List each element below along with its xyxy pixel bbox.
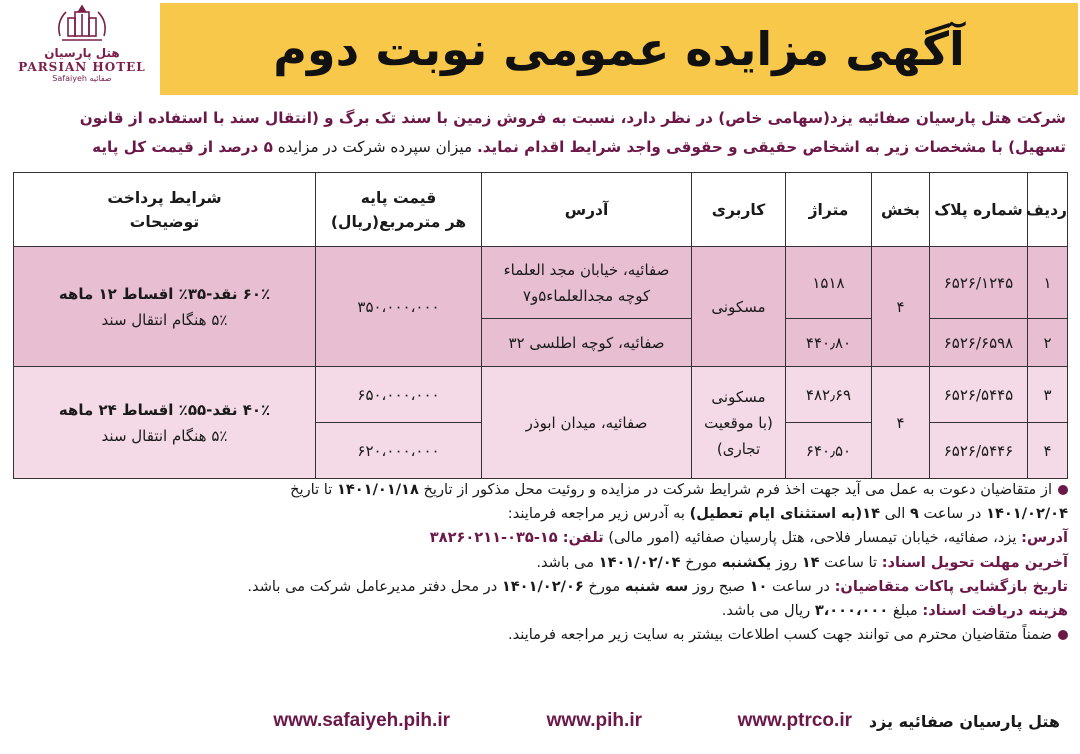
terms-months-label: ماهه (58, 400, 99, 419)
logo-english-text: PARSIAN HOTEL (18, 60, 146, 74)
link-ptrco[interactable]: www.ptrco.ir (737, 710, 852, 731)
cell-address-line-1: صفائیه، خیابان مجد العلماء (503, 260, 670, 279)
fee-label: هزینه دریافت اسناد: (922, 602, 1068, 620)
note-hours-b: الی (880, 505, 910, 523)
cell-terms-line-1 (14, 281, 315, 307)
terms-percent: ۴۰٪ نقد-۵۵٪ اقساط (116, 400, 271, 419)
hotel-crest-icon (52, 2, 112, 46)
header-terms-line-2: توضیحات (129, 212, 200, 231)
notes-section (12, 478, 1068, 647)
opening-label: تاریخ بازگشایی پاکات متقاضیان: (834, 577, 1068, 595)
auction-table (14, 172, 1068, 479)
opening-weekday: سه شنبه (624, 577, 689, 595)
cell-terms-line-2: ۵٪ هنگام انتقال سند (101, 426, 228, 445)
table-row (14, 367, 1068, 423)
header-plaque: شماره پلاک (930, 173, 1028, 247)
cell-price: ۶۲۰،۰۰۰،۰۰۰ (316, 423, 482, 479)
cell-terms (14, 247, 316, 367)
note-fee (12, 599, 1068, 623)
header-terms (14, 173, 316, 247)
intro-line-2 (14, 133, 1066, 162)
header-row-number: ردیف (1028, 173, 1068, 247)
note-deadline (12, 551, 1068, 575)
fee-text-a: مبلغ (888, 602, 923, 620)
header-usage: کاربری (692, 173, 786, 247)
deadline-text-e: مورخ (680, 553, 722, 571)
footer (0, 708, 1080, 744)
address-text: یزد، صفائیه، خیابان تیمسار فلاحی، هتل پارسیان صفائیه (امور مالی) (603, 529, 1022, 547)
deadline-text-a: تا ساعت (819, 553, 882, 571)
table-header-row (14, 173, 1068, 247)
cell-row-number: ۴ (1028, 423, 1068, 479)
cell-price: ۶۵۰،۰۰۰،۰۰۰ (316, 367, 482, 423)
header (0, 0, 1080, 96)
cell-usage: مسکونی (692, 247, 786, 367)
terms-months-label: ماهه (58, 284, 99, 303)
note-invitation-cont (12, 502, 1068, 526)
cell-usage (692, 367, 786, 479)
cell-address: صفائیه، میدان ابوذر (482, 367, 692, 479)
cell-address: صفائیه، کوچه اطلسی ۳۲ (482, 319, 692, 367)
opening-date: ۱۴۰۱/۰۲/۰۶ (501, 577, 584, 595)
cell-row-number: ۲ (1028, 319, 1068, 367)
deadline-text-g: می باشد. (536, 553, 599, 571)
note-hours-a: در ساعت (918, 505, 987, 523)
note-holiday-exception: (به استثنای ایام تعطیل) (689, 505, 863, 523)
phone-label: تلفن: (562, 529, 604, 547)
deadline-hour: ۱۴ (801, 553, 820, 571)
cell-plaque: ۶۵۲۶/۵۴۴۵ (930, 367, 1028, 423)
note-address (12, 526, 1068, 550)
link-pih[interactable]: www.pih.ir (546, 710, 642, 731)
opening-text-e: مورخ (583, 577, 625, 595)
cell-row-number: ۳ (1028, 367, 1068, 423)
intro-line-2b: میزان سپرده شرکت در مزایده (272, 138, 477, 156)
note-invitation-end: به آدرس زیر مراجعه فرمایند: (507, 505, 690, 523)
cell-price: ۳۵۰،۰۰۰،۰۰۰ (316, 247, 482, 367)
header-price (316, 173, 482, 247)
link-safaiyeh[interactable]: www.safaiyeh.pih.ir (273, 710, 450, 731)
title-band (160, 3, 1078, 95)
deadline-date: ۱۴۰۱/۰۲/۰۴ (598, 553, 681, 571)
opening-text-g: در محل دفتر مدیرعامل شرکت می باشد. (247, 577, 502, 595)
header-price-line-2: هر مترمربع(ریال) (330, 212, 467, 231)
cell-usage-line-3: تجاری) (716, 439, 761, 458)
cell-terms-line-2: ۵٪ هنگام انتقال سند (101, 310, 228, 329)
phone-number: ۱۵-۰۳۵-۳۸۲۶۰۲۱۱ (429, 529, 563, 547)
intro-line-2a: تسهیل) با مشخصات زیر به اشخاص حقیقی و حقوقی واجد شرایط اقدام نماید. (476, 138, 1066, 156)
cell-address (482, 247, 692, 319)
footer-hotel-name: هتل پارسیان صفائیه یزد (868, 712, 1060, 731)
header-section: بخش (872, 173, 930, 247)
cell-area: ۶۴۰٫۵۰ (786, 423, 872, 479)
cell-area: ۱۵۱۸ (786, 247, 872, 319)
terms-months: ۱۲ (98, 284, 117, 303)
address-label: آدرس: (1021, 529, 1068, 547)
cell-plaque: ۶۵۲۶/۱۲۴۵ (930, 247, 1028, 319)
header-terms-line-1: شرایط پرداخت (107, 188, 222, 207)
bullet-icon (1058, 630, 1068, 640)
cell-area: ۴۸۲٫۶۹ (786, 367, 872, 423)
note-invitation-tail: تا تاریخ (290, 481, 337, 498)
bullet-icon (1058, 485, 1068, 495)
deadline-text-c: روز (771, 553, 802, 571)
page-title: آگهی مزایده عمومی نوبت دوم (273, 22, 965, 76)
fee-text-c: ریال می باشد. (721, 602, 815, 620)
cell-address-line-2: کوچه مجدالعلماء۵و۷ (522, 286, 651, 305)
opening-hour: ۱۰ (749, 577, 768, 595)
cell-usage-line-2: (با موقعیت (704, 413, 773, 432)
cell-plaque: ۶۵۲۶/۵۴۴۶ (930, 423, 1028, 479)
cell-terms (14, 367, 316, 479)
opening-text-c: صبح روز (688, 577, 750, 595)
hotel-logo (8, 2, 156, 94)
deadline-label: آخرین مهلت تحویل اسناد: (881, 553, 1068, 571)
header-area: متراژ (786, 173, 872, 247)
deadline-weekday: یکشنبه (721, 553, 772, 571)
terms-percent: ۶۰٪ نقد-۳۵٪ اقساط (116, 284, 271, 303)
cell-usage-line-1: مسکونی (711, 387, 766, 406)
note-invitation-text: از متقاضیان دعوت به عمل می آید جهت اخذ فرم شرایط شرکت در مزایده و روئیت محل مذکور از تاریخ (418, 481, 1052, 498)
cell-terms-line-1 (14, 397, 315, 423)
logo-subtitle: Safaiyeh صفائیه (52, 74, 112, 83)
opening-text-a: در ساعت (767, 577, 835, 595)
intro-paragraph (14, 104, 1066, 162)
table-row (14, 247, 1068, 319)
note-date-to: ۱۴۰۱/۰۲/۰۴ (986, 505, 1068, 523)
note-invitation (12, 478, 1068, 502)
note-final-text: ضمناً متقاضیان محترم می توانند جهت کسب اطلاعات بیشتر به سایت زیر مراجعه فرمایند. (507, 626, 1052, 644)
cell-section: ۴ (872, 247, 930, 367)
cell-area: ۴۴۰٫۸۰ (786, 319, 872, 367)
logo-persian-text: هتل پارسیان (44, 46, 120, 60)
intro-line-2c: ۵ درصد از قیمت کل پایه (92, 138, 273, 156)
cell-section: ۴ (872, 367, 930, 479)
header-address: آدرس (482, 173, 692, 247)
note-final (12, 623, 1068, 647)
cell-row-number: ۱ (1028, 247, 1068, 319)
header-price-line-1: قیمت پایه (360, 188, 437, 207)
note-hour-start: ۹ (909, 505, 919, 523)
note-hour-end: ۱۴ (862, 505, 881, 523)
cell-plaque: ۶۵۲۶/۶۵۹۸ (930, 319, 1028, 367)
fee-amount: ۳،۰۰۰،۰۰۰ (814, 602, 889, 620)
note-opening (12, 575, 1068, 599)
terms-months: ۲۴ (98, 400, 117, 419)
intro-line-1: شرکت هتل پارسیان صفائیه یزد(سهامی خاص) در نظر دارد، نسبت به فروش زمین با سند تک برگ و (انتقال سند با استفاده از قانون (79, 109, 1066, 127)
note-date-from: ۱۴۰۱/۰۱/۱۸ (336, 481, 419, 498)
